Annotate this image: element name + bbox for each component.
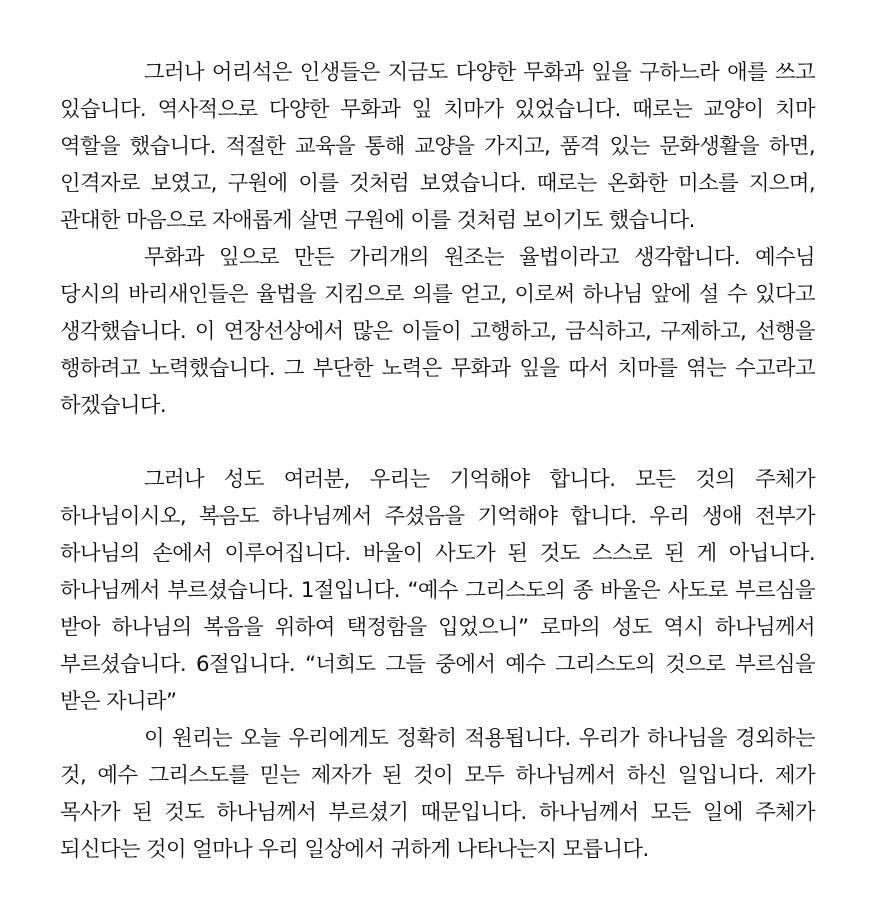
paragraph-1: 그러나 어리석은 인생들은 지금도 다양한 무화과 잎을 구하느라 애를 쓰고 있습니다. 역사적으로 다양한 무화과 잎 치마가 있었습니다. 때로는 교양이 치마 역할을 했습니다. 적절한 교육을 통해 교양을 가지고, 품격 있는 문화생활을 하면, 인격자로 보였고, 구원에 이를 것처럼 보였습니다. 때로는 온화한 미소를 지으며, 관대한 마음으로 자애롭게 살면 구원에 이를 것처럼 보이기도 했습니다. xyxy=(60,60,815,233)
paragraph-3: 그러나 성도 여러분, 우리는 기억해야 합니다. 모든 것의 주체가 하나님이시오, 복음도 하나님께서 주셨음을 기억해야 합니다. 우리 생애 전부가 하나님의 손에서 이루어집니다. 바울이 사도가 된 것도 스스로 된 게 아닙니다. 하나님께서 부르셨습니다. 1절입니다. “예수 그리스도의 종 바울은 사도로 부르심을 받아 하나님의 복음을 위하여 택정함을 입었으니” 로마의 성도 역시 하나님께서 부르셨습니다. 6절입니다. “너희도 그들 중에서 예수 그리스도의 것으로 부르심을 받은 자니라” xyxy=(60,467,815,714)
paragraph-4: 이 원리는 오늘 우리에게도 정확히 적용됩니다. 우리가 하나님을 경외하는 것, 예수 그리스도를 믿는 제자가 된 것이 모두 하나님께서 하신 일입니다. 제가 목사가 된 것도 하나님께서 부르셨기 때문입니다. 하나님께서 모든 일에 주체가 되신다는 것이 얼마나 우리 일상에서 귀하게 나타나는지 모릅니다. xyxy=(60,726,815,862)
document-body xyxy=(60,54,815,868)
paragraph-2: 무화과 잎으로 만든 가리개의 원조는 율법이라고 생각합니다. 예수님 당시의 바리새인들은 율법을 지킴으로 의를 얻고, 이로써 하나님 앞에 설 수 있다고 생각했습니다. 이 연장선상에서 많은 이들이 고행하고, 금식하고, 구제하고, 선행을 행하려고 노력했습니다. 그 부단한 노력은 무화과 잎을 따서 치마를 엮는 수고라고 하겠습니다. xyxy=(60,245,815,418)
paragraph-gap xyxy=(60,424,815,461)
